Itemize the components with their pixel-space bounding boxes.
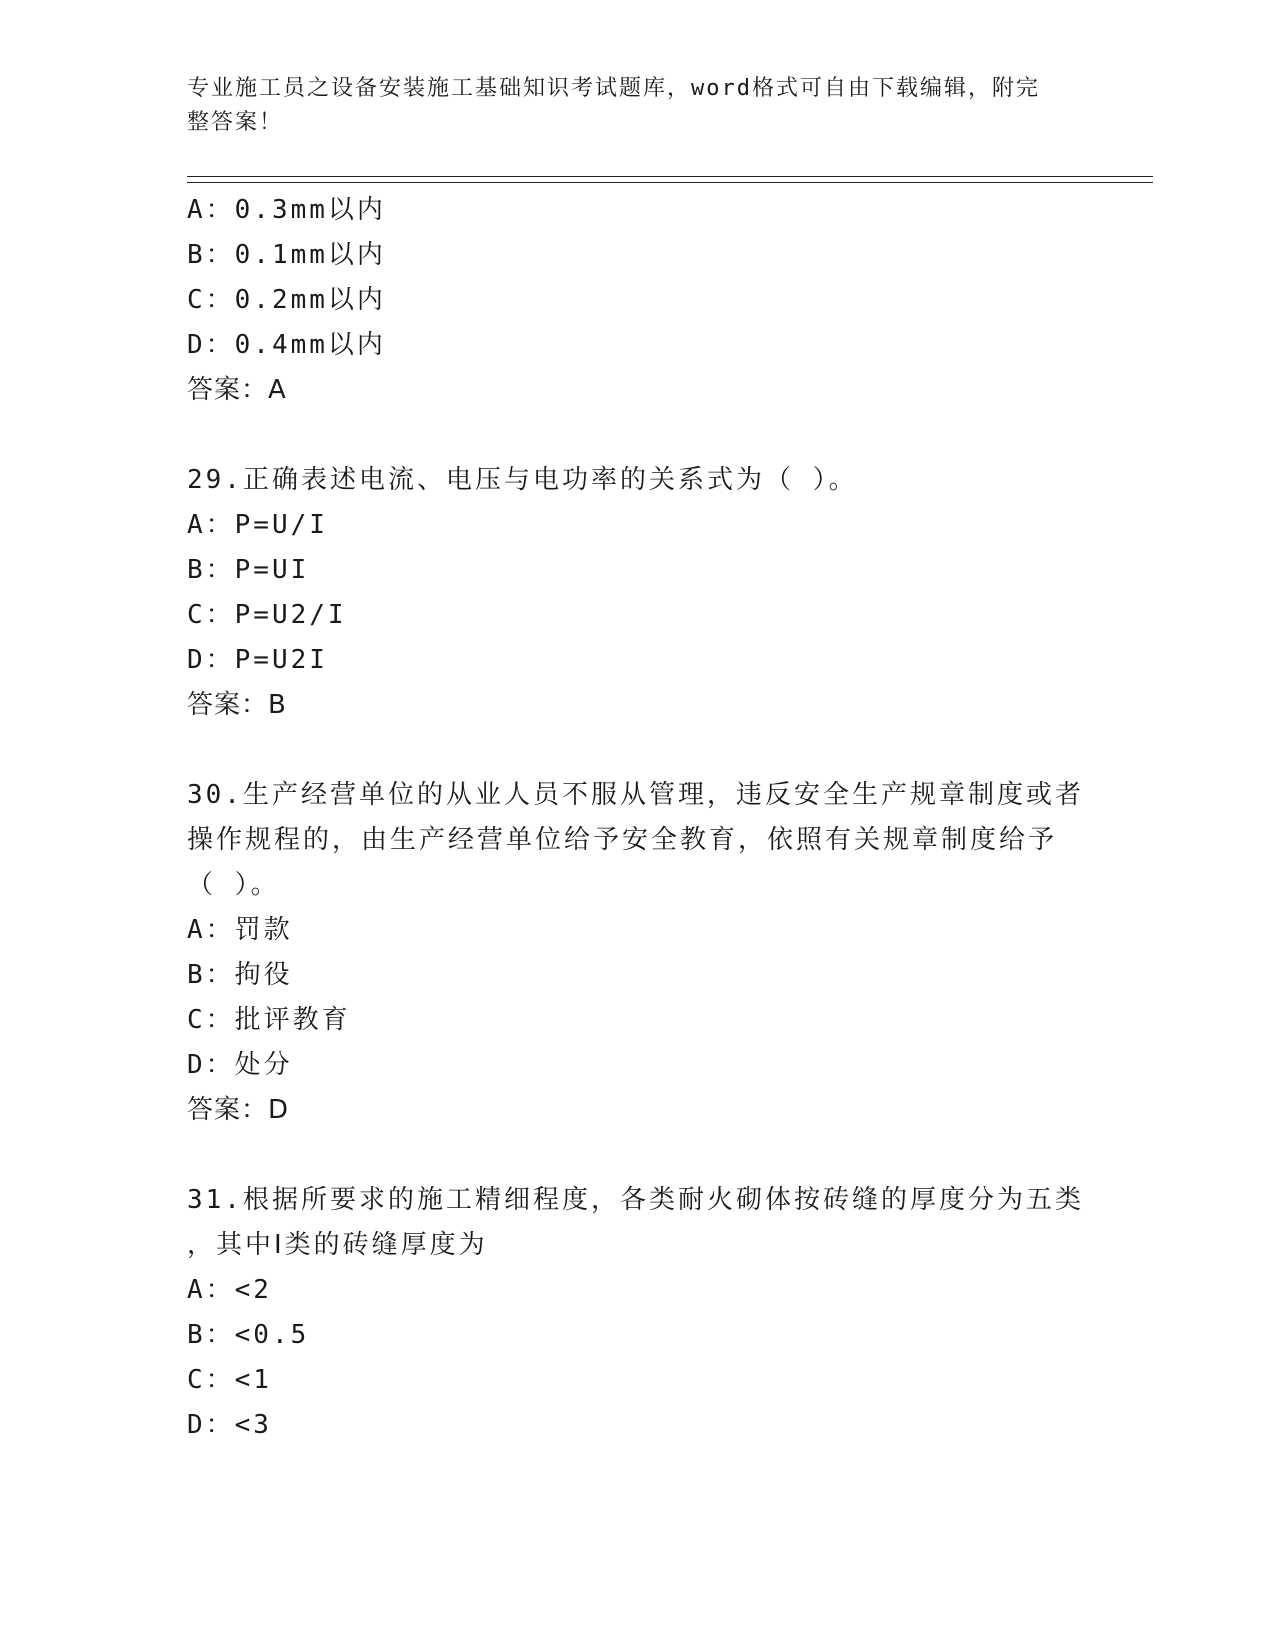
- option-d: D：处分: [187, 1050, 293, 1080]
- question-stem: 30.生产经营单位的从业人员不服从管理，违反安全生产规章制度或者: [187, 780, 1084, 810]
- header-line-2: 整答案！: [187, 110, 284, 135]
- option-a: A：P=U/I: [187, 510, 328, 540]
- option-a: A：0.3mm以内: [187, 195, 386, 225]
- option-c: C：P=U2/I: [187, 600, 347, 630]
- option-a: A：<2: [187, 1275, 272, 1305]
- option-b: B：P=UI: [187, 555, 310, 585]
- option-d: D：0.4mm以内: [187, 330, 386, 360]
- question-stem: 29.正确表述电流、电压与电功率的关系式为（ ）。: [187, 465, 858, 495]
- question-stem: 操作规程的，由生产经营单位给予安全教育，依照有关规章制度给予: [187, 825, 1058, 855]
- option-b: B：<0.5: [187, 1320, 310, 1350]
- question-stem: ，其中Ⅰ类的砖缝厚度为: [187, 1230, 488, 1260]
- option-c: C：<1: [187, 1365, 272, 1395]
- header-line-1: 专业施工员之设备安装施工基础知识考试题库，word格式可自由下载编辑，附完: [187, 76, 1040, 101]
- option-c: C：批评教育: [187, 1005, 351, 1035]
- option-c: C：0.2mm以内: [187, 285, 386, 315]
- answer-line: 答案：A: [187, 375, 287, 405]
- header-rule-bottom: [187, 182, 1153, 183]
- option-a: A：罚款: [187, 915, 293, 945]
- option-d: D：P=U2I: [187, 645, 328, 675]
- option-d: D：<3: [187, 1410, 272, 1440]
- document-header: [187, 72, 1067, 140]
- option-b: B：0.1mm以内: [187, 240, 386, 270]
- header-rule-top: [187, 176, 1153, 177]
- question-stem: 31.根据所要求的施工精细程度，各类耐火砌体按砖缝的厚度分为五类: [187, 1185, 1084, 1215]
- option-b: B：拘役: [187, 960, 293, 990]
- answer-line: 答案：D: [187, 1095, 290, 1125]
- answer-line: 答案：B: [187, 690, 287, 720]
- question-stem: （ ）。: [187, 870, 280, 900]
